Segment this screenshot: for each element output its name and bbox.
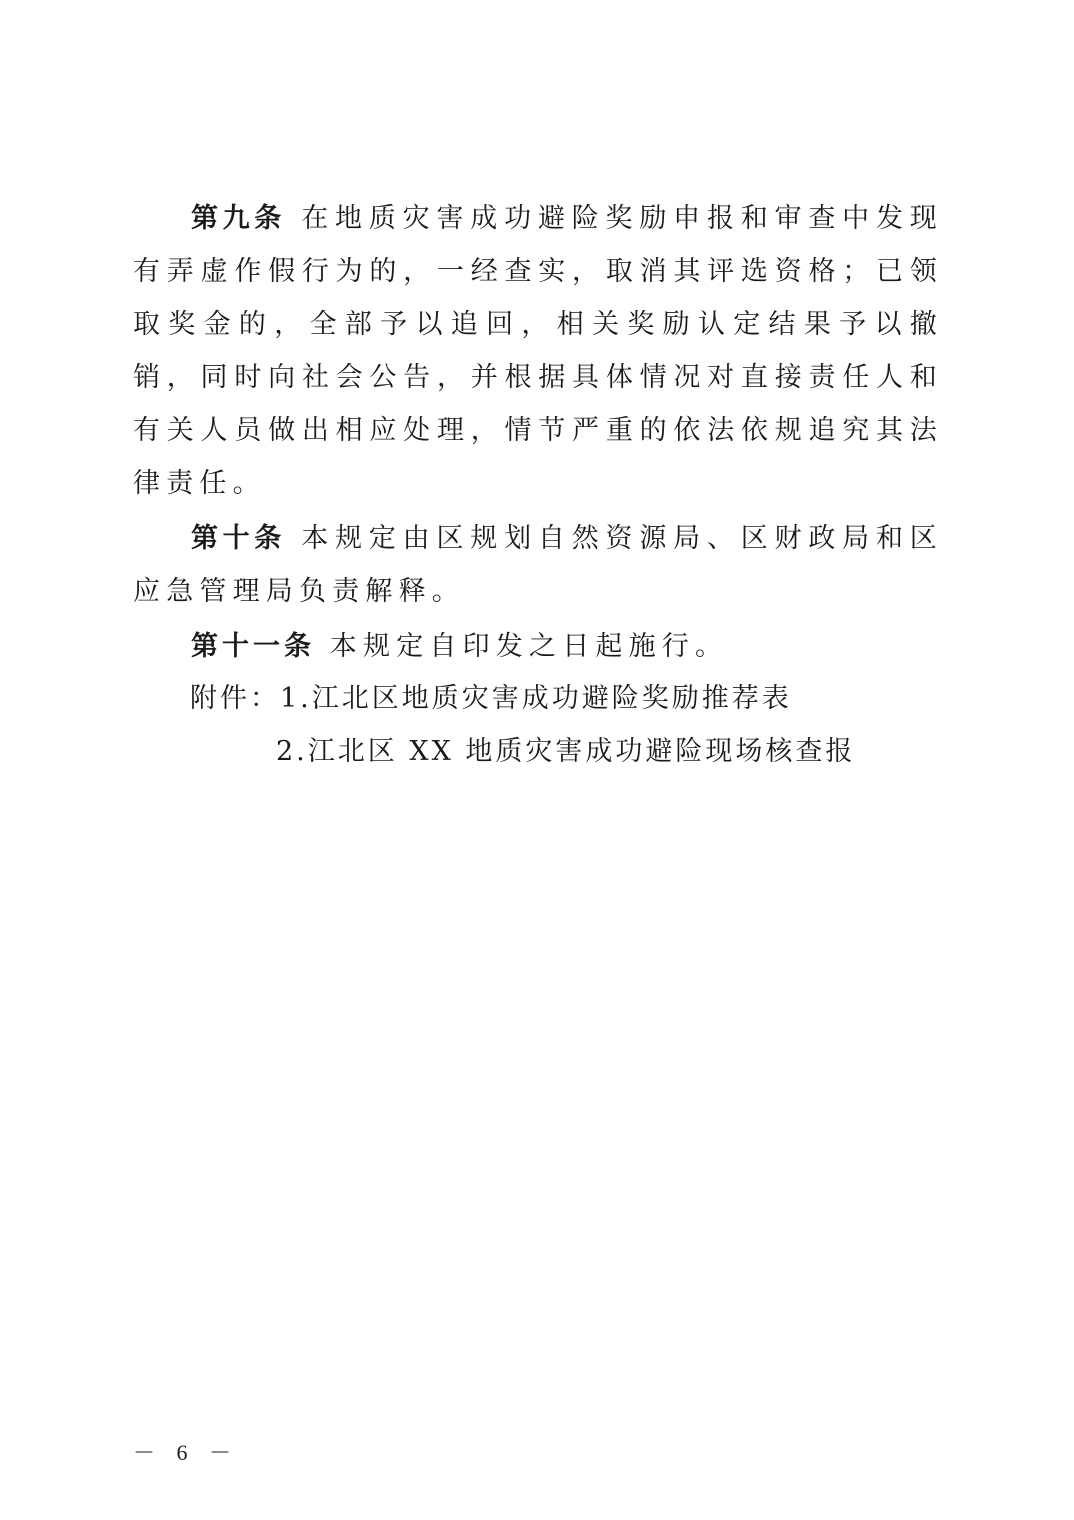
article-9-text: 在地质灾害成功避险奖励申报和审查中发现有弄虚作假行为的，一经查实，取消其评选资格；已领取奖金的，全部予以追回，相关奖励认定结果予以撤销，同时向社会公告，并根据具体情况对直接责任人和有关人员做出相应处理，情节严重的依法依规追究其法律责任。 (133, 203, 943, 499)
attachment-item-2: 2.江北区 XX 地质灾害成功避险现场核查报 (276, 736, 856, 767)
attachments-prefix: 附件： (190, 683, 280, 714)
attachments-section (190, 672, 950, 778)
article-10 (133, 512, 943, 618)
article-10-label: 第十条 (191, 523, 286, 554)
document-body (133, 192, 943, 673)
article-11-label: 第十一条 (191, 631, 315, 662)
article-10-text: 本规定由区规划自然资源局、区财政局和区应急管理局负责解释。 (133, 523, 943, 607)
article-9-label: 第九条 (191, 203, 286, 234)
article-11 (133, 620, 943, 673)
attachment-item-1: 1.江北区地质灾害成功避险奖励推荐表 (280, 683, 792, 714)
article-9 (133, 192, 943, 510)
page-number: － 6 － (133, 1440, 240, 1465)
attachment-line-2 (190, 725, 950, 778)
attachment-line-1 (190, 672, 950, 725)
article-11-text: 本规定自印发之日起施行。 (329, 631, 729, 662)
